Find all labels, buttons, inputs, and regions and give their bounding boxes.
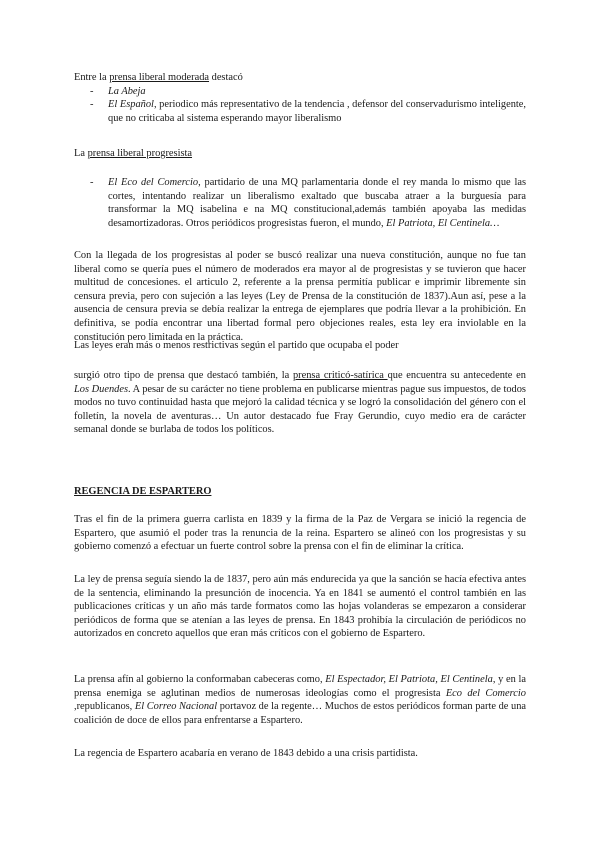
progressive-press-link: prensa liberal progresista: [87, 148, 193, 159]
dash-bullet-icon: -: [90, 99, 94, 111]
paragraph-laws: Las leyes eran más o menos restrictivas según el partido que ocupaba el poder: [74, 340, 399, 351]
progressive-list: [74, 176, 526, 230]
list-item: - El Español, periodico más representativo de la tendencia , defensor del conservadurismo inteligente, que no criticaba al sistema esperando mayor liberalismo: [90, 99, 526, 124]
paragraph-government-press: La prensa afín al gobierno la conformaban cabeceras como, El Espectador, El Patriota, El Centinela, y en la prensa enemiga se aglutinan medios de numerosas ideologías como el progresista Eco del Comercio ,republicanos, El Correo Nacional portavoz de la regente… Muchos de estos periódicos forman parte de una coalición de doce de ellos para enfrentarse a Espartero.: [74, 674, 527, 726]
dash-bullet-icon: -: [90, 85, 94, 97]
moderate-intro: Entre la prensa liberal moderada destacó: [74, 72, 243, 83]
paragraph-satirical-press: surgió otro tipo de prensa que destacó también, la prensa criticó-satírica que encuentra su antecedente en Los Duendes. A pesar de su carácter no tiene problema en publicarse mientras pague sus impuestos, de todos modos no tuvo continuidad hasta que mejoró la calidad técnica y se logró la consolidación del género con el folletín, la novela de aventuras… Un autor destacado fue Fray Gerundio, cuyo medio era de carácter semanal donde se burlaba de todos los políticos.: [74, 370, 526, 436]
moderate-list: [74, 85, 526, 126]
progressive-list-section: [74, 176, 526, 230]
paragraph-press-law: La ley de prensa seguía siendo la de 1837, pero aún más endurecida ya que la sanción se hacía efectiva antes de la sentencia, eliminando la presunción de inocencia. Ya en 1841 se aumentó el control también en las publicaciones críticas y un año más tarde formatos como las hojas volanderas se empezaron a considerar periódicos de forma que se atenían a las leyes de prensa. En 1843 prohibía la circulación de periódicos no autorizados en concreto aquellos que eran más críticos con el gobierno de Espartero.: [74, 574, 526, 640]
list-item: - El Eco del Comercio, partidario de una MQ parlamentaria donde el rey manda lo mismo que las cortes, intentando realizar un liberalismo exaltado que buscaba atraer a la burguesía para transformar la MQ isabelina e na MQ constitucional,además también apoyaba las medidas desamortizadoras. Otros periódicos progresistas fueron, el mundo, El Patriota, El Centinela…: [90, 177, 526, 229]
paragraph-regency-end: La regencia de Espartero acabaría en verano de 1843 debido a una crisis partidista.: [74, 748, 418, 759]
moderate-press-link: prensa liberal moderada: [109, 72, 210, 83]
page-title: REGENCIA DE ESPARTERO: [74, 486, 212, 497]
list-item: - La Abeja: [90, 85, 146, 97]
moderate-press-section: [74, 71, 526, 125]
paragraph-regency-start: Tras el fin de la primera guerra carlista en 1839 y la firma de la Paz de Vergara se inició la regencia de Espartero, que asumió el poder tras la renuncia de la reina. Espartero se alineó con los progresistas y su gobierno comenzó a efectuar un fuerte control sobre la prensa con el fin de eliminar la crítica.: [74, 514, 526, 553]
section-heading-espartero: [74, 485, 526, 499]
paragraph-constitution: Con la llegada de los progresistas al poder se buscó realizar una nueva constitución, aunque no fue tan liberal como se quería pues el número de moderados era mayor al de progresistas y se tuvieron que hacer multitud de concesiones. el articulo 2, referente a la prensa permitía publicar e imprimir libremente sin censura previa, pero con sujeción a las leyes (Ley de Prensa de la constitución de 1837).Aun así, pese a la ausencia de censura previa se debía realizar la entrega de ejemplares que podría llevar a la prohibición. En definitiva, se podía encontrar una libertad formal pero objeciones reales, esta ley era inviolable en la constitución pero limitada en la práctica.: [74, 250, 526, 343]
satirical-press-link: prensa criticó-satírica: [292, 370, 388, 381]
progressive-heading: La prensa liberal progresista: [74, 148, 193, 159]
dash-bullet-icon: -: [90, 177, 94, 188]
